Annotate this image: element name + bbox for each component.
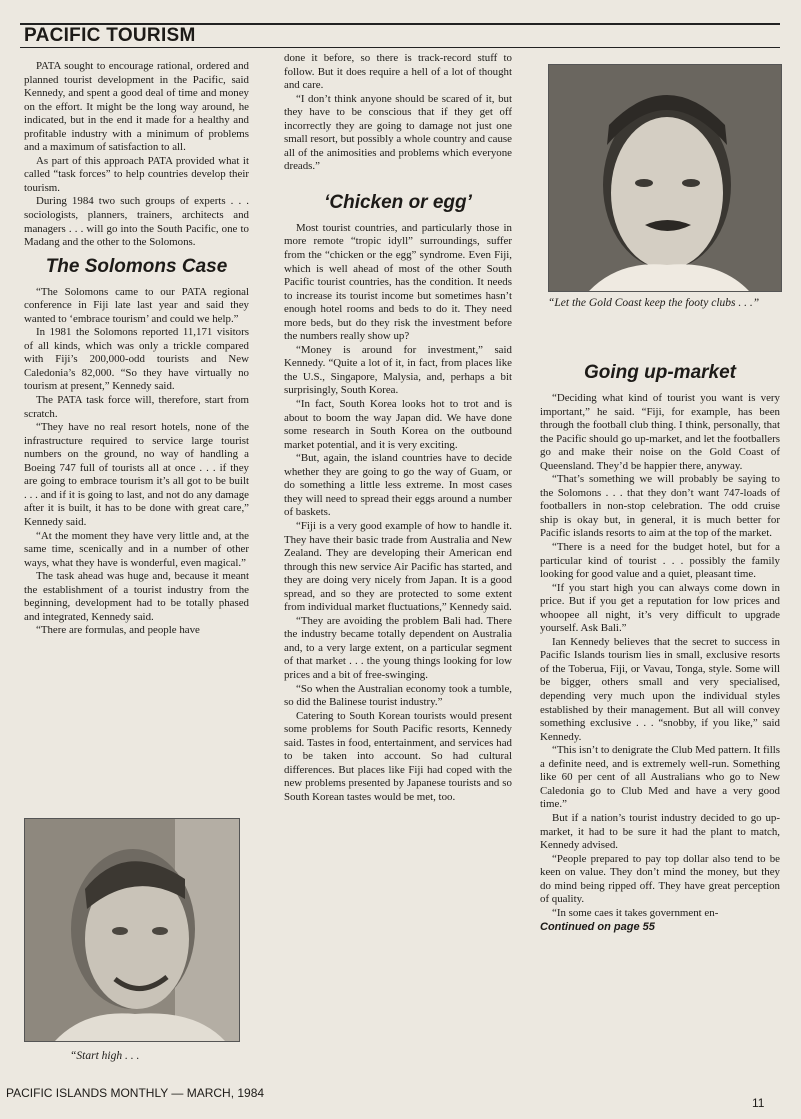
paragraph: “I don’t think anyone should be scared of it, but they have to be conscious that if they get off incorrectly they are going to damage not just one small resort, but possibly a whole country and cause all of the animosities and problems which everyone dreads.” bbox=[284, 92, 512, 173]
paragraph: “People prepared to pay top dollar also tend to be keen on value. They don’t mind the money, but they do mind being ripped off. They have great perception of quality. bbox=[540, 852, 780, 906]
article-column-2 bbox=[284, 52, 512, 1072]
paragraph: “There are formulas, and people have bbox=[36, 624, 200, 637]
paragraph: “They have no real resort hotels, none of the infrastructure required to service large tourist numbers on the ground, no way of handling a Boeing 747 full of tourists all at once . . . if they are going to embrace tourism it’s all got to be built . . . and if it is going to last, and not do any damage after it is built, it has to be done with great care,” Kennedy said. bbox=[24, 421, 249, 528]
paragraph: “If you start high you can always come down in price. But if you get a reputation for low prices and whoopee all night, it’s very difficult to upgrade yourself. Ask Bali.” bbox=[540, 581, 780, 635]
paragraph: The task ahead was huge and, because it meant the establishment of a tourist industry from the beginning, development had to be totally phased and integrated, Kennedy said. bbox=[24, 570, 249, 623]
photo-caption-left: “Start high . . . bbox=[70, 1050, 140, 1062]
paragraph: Ian Kennedy believes that the secret to success in Pacific Islands tourism lies in small, exclusive resorts of the Toberua, Fiji, or Vavau, Tonga, style. Some will be bigger, others small and very specialised, depending very much upon the individual styles established by their management. But all will convey something exclusive . . . “snobby, if you like,” said Kennedy. bbox=[540, 635, 780, 743]
paragraph: “This isn’t to denigrate the Club Med pattern. It fills a definite need, and is extremely well-run. Something like 60 per cent of all Australians who go to New Caledonia go to Club Med and have a very good time.” bbox=[540, 744, 780, 811]
paragraph: But if a nation’s tourist industry decided to go up-market, it had to be sure it had the plant to match, Kennedy advised. bbox=[540, 811, 780, 852]
paragraph: As part of this approach PATA provided what it called “task forces” to help countries develop their tourism. bbox=[24, 154, 249, 194]
section-title: PACIFIC TOURISM bbox=[24, 25, 196, 46]
paragraph: “They are avoiding the problem Bali had. There the industry became totally dependent on Australia and, to a very large extent, on a particular segment of that market . . . the young things looking for low prices and a bit of free-swinging. bbox=[284, 614, 512, 681]
paragraph: “At the moment they have very little and, at the same time, scenically and in a number of other ways, what they have is wonderful, even magical.” bbox=[24, 529, 249, 569]
paragraph: “In fact, South Korea looks hot to trot and is about to boom the way Japan did. We have done some research in South Korea on the outbound market potential, and it is very exciting. bbox=[284, 398, 512, 451]
header-rule bbox=[20, 47, 780, 48]
subheading-going-up-market: Going up-market bbox=[583, 362, 736, 383]
paragraph: “In some caes it takes government en- bbox=[552, 906, 719, 919]
paragraph: “Money is around for investment,” said Kennedy. “Quite a lot of it, in fact, from places like the U.S., Singapore, Malysia, and, perhaps a bit surprisingly, South Korea. bbox=[284, 343, 512, 397]
page-number: 11 bbox=[752, 1096, 765, 1110]
photo-caption-right: “Let the Gold Coast keep the footy clubs . . .” bbox=[548, 297, 760, 309]
paragraph: “That’s something we will probably be saying to the Solomons . . . that they don’t want 747-loads of footballers in non-stop celebration. The odd cruise ship is okay but, in general, it is much better for Pacific islands resorts to aim at the top of the market. bbox=[540, 473, 780, 540]
paragraph: PATA sought to encourage rational, ordered and planned tourist development in the Pacific, said Kennedy, and spent a good deal of time and money on the effort. It might be the long way around, he indicated, but in the end it made for a healthy and profitable industry with a minimum of problems and a maximum of satisfaction to all. bbox=[24, 60, 249, 154]
paragraph: Catering to South Korean tourists would present some problems for South Pacific resorts, Kennedy said. Tastes in food, entertainment, and services had to be taken into account. So had cultural differences. But places like Fiji had coped with the new problems presented by Japanese tourists and so South Korean tastes would be met, too. bbox=[284, 709, 512, 803]
portrait-photo-man-with-mustache bbox=[548, 64, 782, 292]
portrait-photo-smiling-man bbox=[24, 818, 240, 1042]
footer-publication-line: PACIFIC ISLANDS MONTHLY — MARCH, 1984 bbox=[6, 1086, 265, 1100]
paragraph: “There is a need for the budget hotel, but for a particular kind of tourist . . . possibly the family looking for good value and a quiet, pleasant time. bbox=[540, 541, 780, 581]
paragraph: During 1984 two such groups of experts . . . sociologists, planners, trainers, architects and managers . . . will go into the South Pacific, one to Madang and the other to the Solomons. bbox=[24, 195, 249, 249]
paragraph: “Fiji is a very good example of how to handle it. They have their basic trade from Australia and New Zealand. They are developing their American end through this new service Air Pacific has started, and they are doing very nicely from Japan. It is a good spread, and so they are protected to some extent from individual market fluctuations,” Kennedy said. bbox=[284, 519, 512, 614]
subheading-solomons-case: The Solomons Case bbox=[45, 255, 228, 277]
paragraph: In 1981 the Solomons reported 11,171 visitors of all kinds, which was only a trickle compared with Fiji’s 200,000-odd tourists and New Caledonia’s 82,000. “So they have virtually no tourism at present,” Kennedy said. bbox=[24, 326, 249, 393]
continued-on-page-link[interactable]: Continued on page 55 bbox=[540, 921, 655, 934]
paragraph: “So when the Australian economy took a tumble, so did the Balinese tourist industry.” bbox=[284, 682, 512, 709]
subheading-chicken-or-egg: ‘Chicken or egg’ bbox=[324, 191, 472, 213]
paragraph: “Deciding what kind of tourist you want is very important,” he said. “Fiji, for example, has been through the football club thing. I think, personally, that the Pacific should go up-market, and let the footballers go and make their noise on the Gold Coast of Queensland. They’d be happier there, anyway. bbox=[540, 392, 780, 472]
paragraph: The PATA task force will, therefore, start from scratch. bbox=[24, 394, 249, 420]
article-column-1 bbox=[24, 60, 249, 800]
article-column-3 bbox=[540, 360, 780, 1078]
paragraph: “But, again, the island countries have to decide whether they are going to go the way of Guam, or do something a little less extreme. In most cases they will need to spread their eggs around a number of baskets. bbox=[284, 452, 512, 519]
paragraph: done it before, so there is track-record stuff to follow. But it does require a hell of a lot of thought and care. bbox=[284, 52, 512, 92]
paragraph: Most tourist countries, and particularly those in more remote “tropic idyll” surroundings, suffer from the “chicken or the egg” syndrome. Even Fiji, which is well ahead of most of the other South Pacific tourist countries, has the condition. It needs to increase its tourist income but sometimes hasn’t enough hotel rooms and beds to do it. They need more beds, but do they risk the investment before the numbers really show up? bbox=[284, 221, 512, 343]
paragraph: “The Solomons came to our PATA regional conference in Fiji late last year and said they wanted to ‘embrace tourism’ and could we help.” bbox=[24, 285, 249, 325]
